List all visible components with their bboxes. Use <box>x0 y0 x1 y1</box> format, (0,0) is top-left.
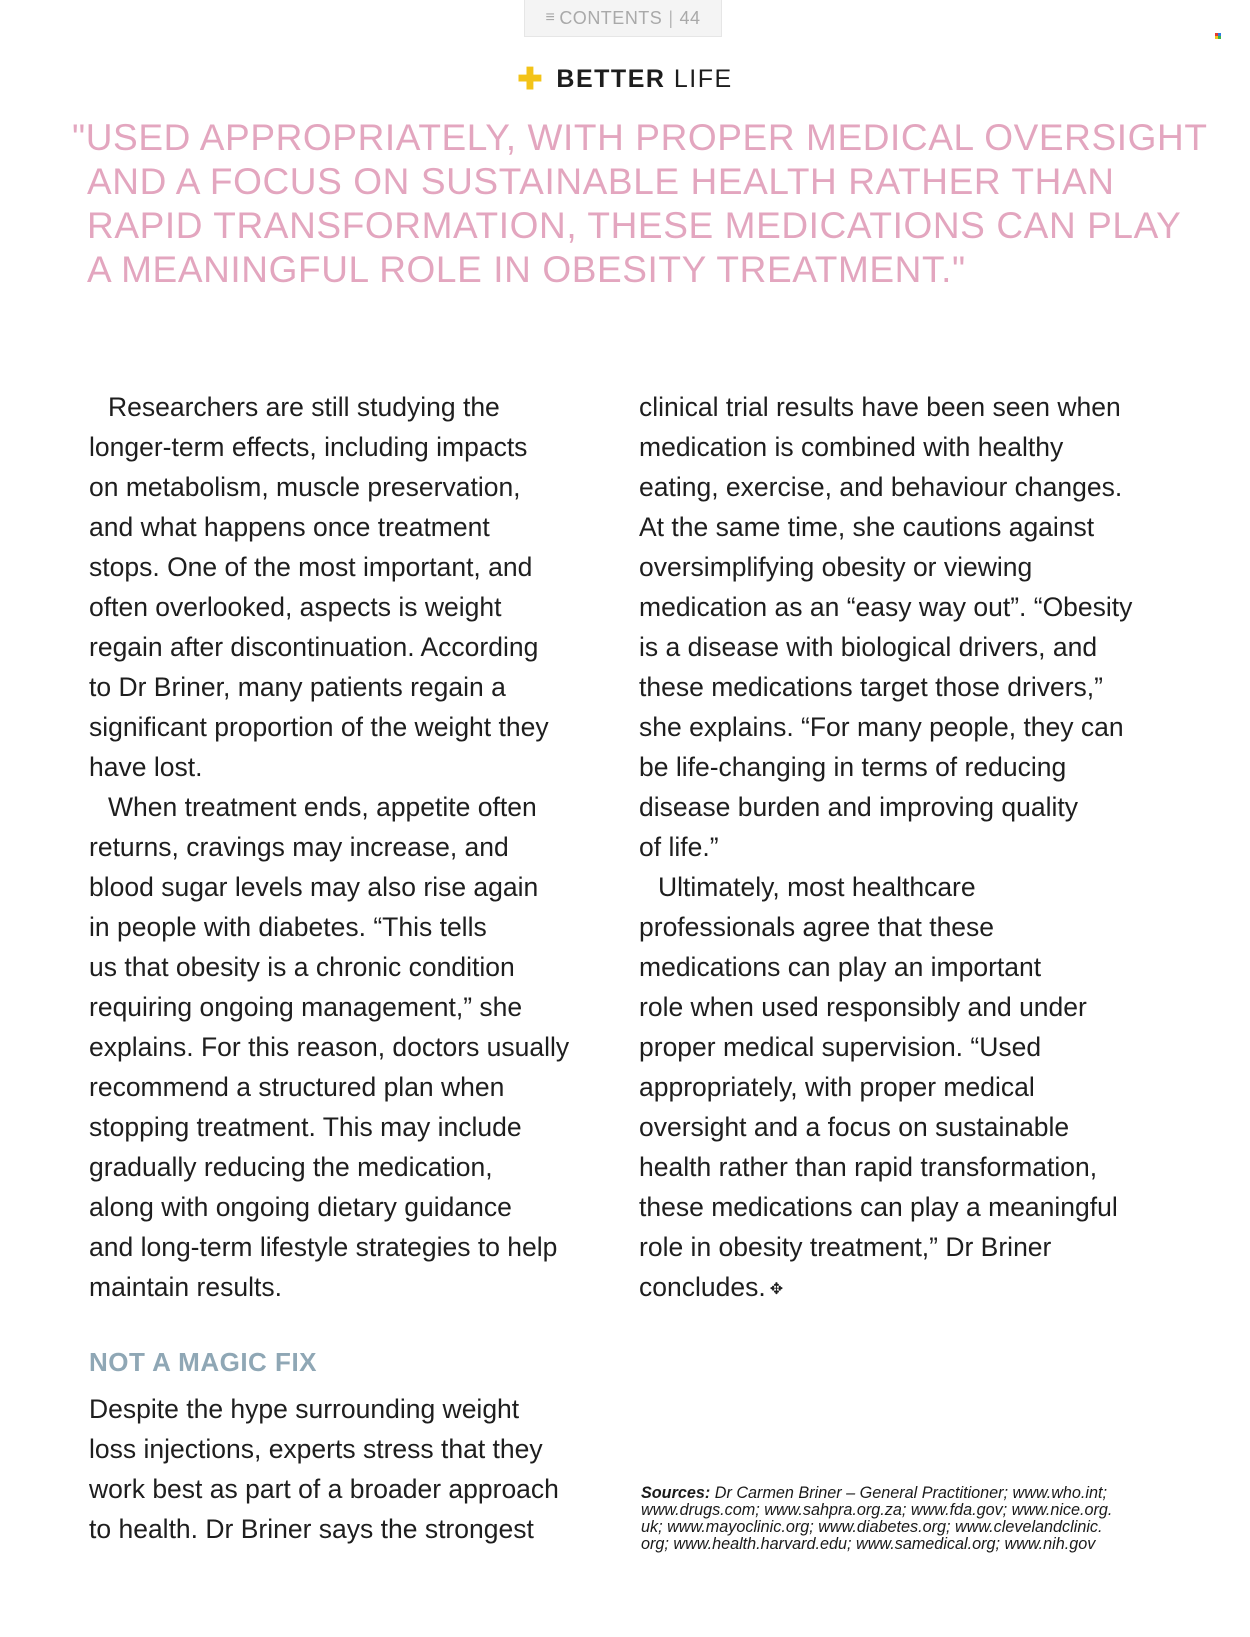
body-line: explains. For this reason, doctors usually <box>89 1032 570 1062</box>
body-line: professionals agree that these <box>639 912 995 942</box>
body-line: medication is combined with healthy <box>639 432 1064 462</box>
body-line: significant proportion of the weight they <box>89 712 549 742</box>
pull-quote-line: A MEANINGFUL ROLE IN OBESITY TREATMENT." <box>87 249 966 290</box>
body-line: longer-term effects, including impacts <box>89 432 528 462</box>
pull-quote-line: "USED APPROPRIATELY, WITH PROPER MEDICAL OVERSIGHT <box>72 117 1208 158</box>
contents-label: CONTENTS <box>559 7 663 28</box>
section-title-light: LIFE <box>673 65 733 93</box>
body-line: role in obesity treatment,” Dr Briner <box>639 1232 1052 1262</box>
sources-line <box>641 1485 1161 1502</box>
body-line: is a disease with biological drivers, and <box>639 632 1098 662</box>
body-line: stops. One of the most important, and <box>89 552 533 582</box>
sources-line: org; www.health.harvard.edu; www.samedical.org; www.nih.gov <box>641 1535 1096 1553</box>
section-header <box>0 62 1250 97</box>
body-line: have lost. <box>89 752 203 782</box>
body-line: Despite the hype surrounding weight <box>89 1394 520 1424</box>
page-number: 44 <box>679 7 701 28</box>
body-line: returns, cravings may increase, and <box>89 832 509 862</box>
body-line: us that obesity is a chronic condition <box>89 952 515 982</box>
body-line: blood sugar levels may also rise again <box>89 872 539 902</box>
body-line: be life-changing in terms of reducing <box>639 752 1067 782</box>
body-line: in people with diabetes. “This tells <box>89 912 487 942</box>
body-line: and long-term lifestyle strategies to help <box>89 1232 558 1262</box>
body-line: maintain results. <box>89 1272 282 1302</box>
body-column-left <box>89 387 609 1307</box>
body-line: Researchers are still studying the <box>108 392 500 422</box>
body-line: medication as an “easy way out”. “Obesity <box>639 592 1133 622</box>
body-line: regain after discontinuation. According <box>89 632 539 662</box>
body-line: often overlooked, aspects is weight <box>89 592 502 622</box>
body-line: health rather than rapid transformation, <box>639 1152 1098 1182</box>
plus-icon: ✚ <box>517 63 544 96</box>
body-line: loss injections, experts stress that they <box>89 1434 543 1464</box>
body-line: recommend a structured plan when <box>89 1072 505 1102</box>
subheading: NOT A MAGIC FIX <box>89 1347 318 1377</box>
body-line: medications can play an important <box>639 952 1042 982</box>
body-line: on metabolism, muscle preservation, <box>89 472 521 502</box>
menu-icon: ≡ <box>545 9 556 26</box>
body-line: gradually reducing the medication, <box>89 1152 493 1182</box>
body-line: eating, exercise, and behaviour changes. <box>639 472 1123 502</box>
body-line: Ultimately, most healthcare <box>658 872 976 902</box>
sources-line: www.drugs.com; www.sahpra.org.za; www.fda.gov; www.nice.org. <box>641 1501 1113 1519</box>
pull-quote <box>72 116 1208 292</box>
body-column-right <box>639 387 1179 1310</box>
body-line: to health. Dr Briner says the strongest <box>89 1514 534 1544</box>
body-line: When treatment ends, appetite often <box>108 792 537 822</box>
body-line: appropriately, with proper medical <box>639 1072 1035 1102</box>
end-mark-icon: ✥ <box>769 1281 784 1298</box>
body-line-last <box>639 1267 1179 1310</box>
contents-tab[interactable] <box>524 0 722 37</box>
body-line: requiring ongoing management,” she <box>89 992 523 1022</box>
body-line: of life.” <box>639 832 719 862</box>
color-registration-icon <box>1215 33 1221 39</box>
body-line: At the same time, she cautions against <box>639 512 1095 542</box>
body-line: clinical trial results have been seen when <box>639 392 1121 422</box>
body-line: along with ongoing dietary guidance <box>89 1192 512 1222</box>
body-line: oversimplifying obesity or viewing <box>639 552 1033 582</box>
section-title-bold: BETTER <box>556 65 666 93</box>
body-line: these medications target those drivers,” <box>639 672 1103 702</box>
sources-line: uk; www.mayoclinic.org; www.diabetes.org; www.clevelandclinic. <box>641 1518 1103 1536</box>
body-line: stopping treatment. This may include <box>89 1112 522 1142</box>
sources <box>641 1485 1161 1553</box>
body-line: work best as part of a broader approach <box>89 1474 559 1504</box>
body-column-left-continued <box>89 1389 629 1549</box>
body-line: to Dr Briner, many patients regain a <box>89 672 506 702</box>
body-line: oversight and a focus on sustainable <box>639 1112 1070 1142</box>
body-line: she explains. “For many people, they can <box>639 712 1124 742</box>
body-line: and what happens once treatment <box>89 512 490 542</box>
pull-quote-line: AND A FOCUS ON SUSTAINABLE HEALTH RATHER THAN <box>87 161 1115 202</box>
pull-quote-line: RAPID TRANSFORMATION, THESE MEDICATIONS CAN PLAY <box>87 205 1182 246</box>
body-line: role when used responsibly and under <box>639 992 1087 1022</box>
sources-label: Sources: <box>641 1484 711 1502</box>
body-line: proper medical supervision. “Used <box>639 1032 1042 1062</box>
body-line-text: concludes. <box>639 1272 766 1302</box>
tab-separator: | <box>668 7 674 28</box>
sources-text: Dr Carmen Briner – General Practitioner; www.who.int; <box>710 1484 1108 1502</box>
body-line: disease burden and improving quality <box>639 792 1078 822</box>
body-line: these medications can play a meaningful <box>639 1192 1118 1222</box>
